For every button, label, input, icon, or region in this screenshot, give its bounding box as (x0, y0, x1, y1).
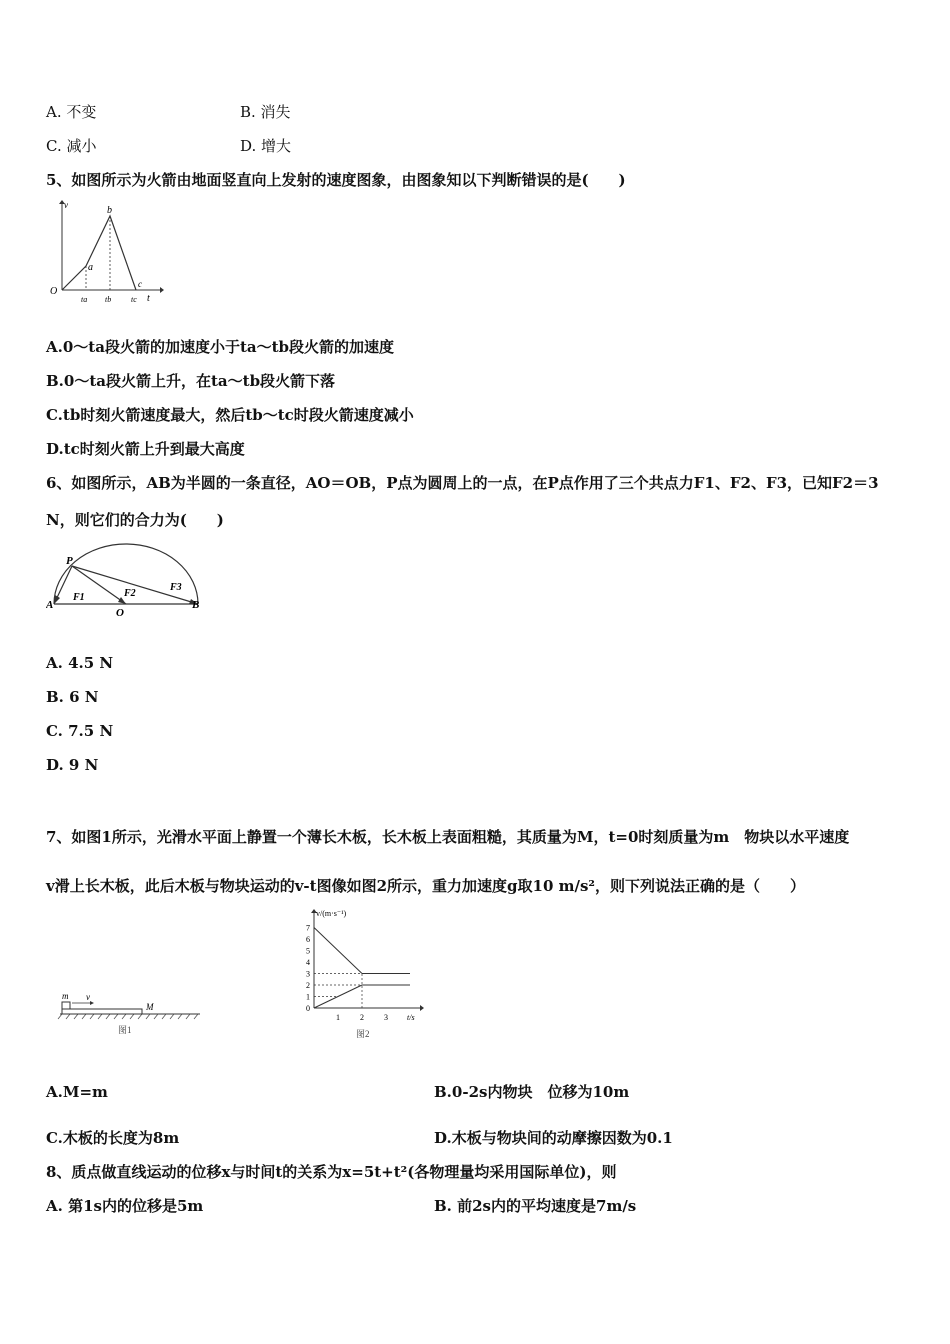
q7-figure2-vt-graph (294, 906, 434, 1044)
q6-option-d: D. 9 N (46, 756, 99, 774)
q8-stem: 8、质点做直线运动的位移x与时间t的关系为x=5t+t²(各物理量均采用国际单位)，则 (46, 1163, 617, 1181)
q6-semicircle-diagram (46, 540, 206, 624)
q7-fig2-block-line (314, 928, 362, 974)
q6-force-f2-label: F2 (124, 588, 136, 599)
q7-option-a: A.M=m (46, 1083, 108, 1101)
q8-option-b: B. 前2s内的平均速度是7m/s (434, 1197, 637, 1215)
q5-v-label: v (64, 200, 68, 210)
q6-stem-line1: 6、如图所示，AB为半圆的一条直径，AO＝OB，P点为圆周上的一点，在P点作用了三个共点力F1、F2、F3，已知F2＝3 (46, 474, 879, 492)
q7-fig2-y-tick: 0 (306, 1004, 310, 1013)
q7-fig1-v-label: v (86, 992, 90, 1002)
q6-force-f1-label: F1 (73, 592, 85, 603)
q6-point-b-label: B (192, 599, 200, 611)
q5-option-c: C.tb时刻火箭速度最大，然后tb～tc时段火箭速度减小 (46, 406, 414, 424)
q4-option-c: C. 减小 (46, 137, 97, 155)
q7-fig2-y-tick: 5 (306, 946, 310, 956)
q4-option-b: B. 消失 (240, 103, 291, 121)
q5-tb-label: tb (105, 295, 112, 304)
q7-fig1-caption: 图1 (118, 1025, 132, 1035)
q5-option-a: A.0～ta段火箭的加速度小于ta～tb段火箭的加速度 (46, 338, 395, 356)
q7-fig2-x-tick: 1 (336, 1013, 340, 1022)
q5-point-a-label: a (88, 262, 93, 273)
q7-fig2-y-tick: 2 (306, 981, 310, 990)
q5-point-c-label: c (138, 279, 142, 289)
q7-fig1-m-label: m (62, 991, 69, 1001)
q6-point-p-label: P (66, 555, 73, 567)
q7-fig2-y-tick: 6 (306, 935, 310, 944)
q7-fig2-caption: 图2 (356, 1029, 370, 1039)
q7-figure1-board-diagram (56, 988, 206, 1038)
q7-fig2-y-tick: 7 (306, 923, 310, 933)
q6-option-c: C. 7.5 N (46, 722, 114, 740)
q8-option-a: A. 第1s内的位移是5m (46, 1197, 204, 1215)
q6-stem-line2: N，则它们的合力为( ) (46, 511, 224, 529)
q7-stem-line2: v滑上长木板，此后木板与物块运动的v-t图像如图2所示，重力加速度g取10 m/s²，则下列说法正确的是（ ） (46, 877, 805, 895)
q5-option-d: D.tc时刻火箭上升到最大高度 (46, 440, 245, 458)
q7-stem-line1: 7、如图1所示，光滑水平面上静置一个薄长木板，长木板上表面粗糙，其质量为M，t=0时刻质量为m 物块以水平速度 (46, 828, 850, 846)
q6-option-a: A. 4.5 N (46, 654, 114, 672)
q5-option-b: B.0～ta段火箭上升，在ta～tb段火箭下落 (46, 372, 336, 390)
q5-velocity-time-graph (46, 198, 166, 310)
q7-option-d: D.木板与物块间的动摩擦因数为0.1 (434, 1129, 673, 1147)
q5-t-axis-label: t (147, 293, 150, 304)
q5-origin-label: O (50, 286, 58, 297)
q6-point-o-label: O (116, 607, 124, 619)
q5-ta-label: ta (81, 295, 88, 304)
q5-point-b-label: b (107, 205, 112, 216)
q6-force-f3-label: F3 (170, 582, 182, 593)
q7-fig2-y-tick: 1 (306, 992, 310, 1002)
q4-option-a: A. 不变 (46, 103, 97, 121)
q7-option-b: B.0-2s内物块 位移为10m (434, 1083, 630, 1101)
q4-option-d: D. 增大 (240, 137, 292, 155)
q7-option-c: C.木板的长度为8m (46, 1129, 180, 1147)
q7-fig2-y-axis-label: v/(m·s⁻¹) (316, 909, 347, 918)
q5-tc-label: tc (131, 295, 137, 304)
q7-fig2-x-tick: 2 (360, 1013, 364, 1022)
q7-fig2-y-tick: 4 (306, 958, 310, 967)
q6-option-b: B. 6 N (46, 688, 99, 706)
q7-fig2-y-tick: 3 (306, 969, 310, 979)
q7-fig1-M-label: M (146, 1002, 154, 1012)
q7-fig2-x-tick: 3 (384, 1013, 388, 1022)
q5-stem: 5、如图所示为火箭由地面竖直向上发射的速度图象，由图象知以下判断错误的是( ) (46, 171, 626, 189)
q6-point-a-label: A (46, 599, 54, 611)
q7-fig2-x-axis-label: t/s (407, 1013, 415, 1022)
